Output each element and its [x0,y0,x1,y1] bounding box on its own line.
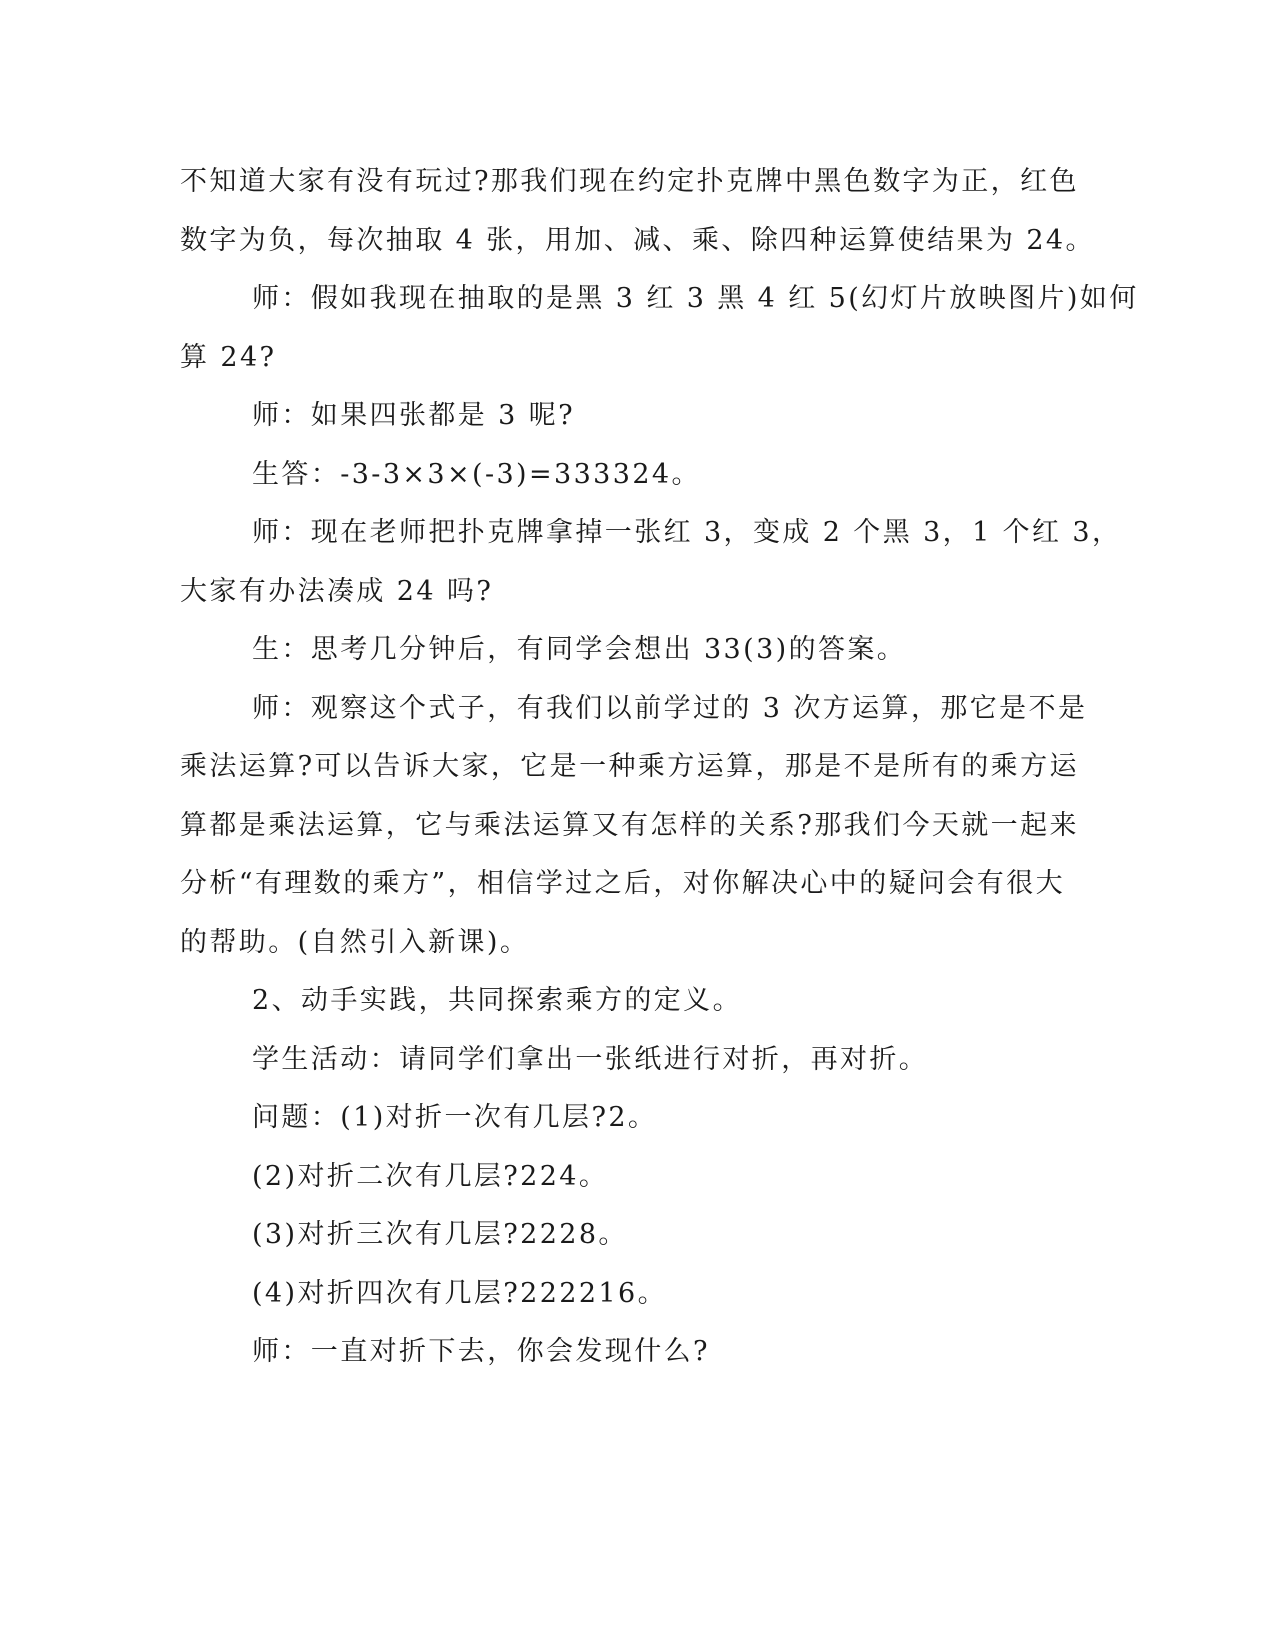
text-line: (4)对折四次有几层?222216。 [252,1278,667,1309]
text-line: (2)对折二次有几层?224。 [252,1161,609,1192]
text-line: 生：思考几分钟后，有同学会想出 33(3)的答案。 [252,634,907,665]
text-line: 算都是乘法运算，它与乘法运算又有怎样的关系?那我们今天就一起来 [180,810,1079,841]
text-line: 乘法运算?可以告诉大家，它是一种乘方运算，那是不是所有的乘方运 [180,751,1079,782]
text-line: 学生活动：请同学们拿出一张纸进行对折，再对折。 [252,1044,929,1075]
text-line: 2、动手实践，共同探索乘方的定义。 [252,985,742,1016]
text-line: 大家有办法凑成 24 吗? [180,576,494,607]
text-line: (3)对折三次有几层?2228。 [252,1219,628,1250]
text-line: 师：如果四张都是 3 呢? [252,400,576,431]
text-line: 算 24? [180,342,277,373]
text-line: 不知道大家有没有玩过?那我们现在约定扑克牌中黑色数字为正，红色 [180,166,1079,197]
text-line: 师：一直对折下去，你会发现什么? [252,1336,710,1367]
text-line: 师：现在老师把扑克牌拿掉一张红 3，变成 2 个黑 3，1 个红 3， [252,517,1122,548]
text-line: 的帮助。(自然引入新课)。 [180,927,530,958]
text-line: 数字为负，每次抽取 4 张，用加、减、乘、除四种运算使结果为 24。 [180,225,1095,256]
text-line: 生答：-3-3×3×(-3)=333324。 [252,459,701,490]
text-line: 师：观察这个式子，有我们以前学过的 3 次方运算，那它是不是 [252,693,1088,724]
text-line: 分析“有理数的乘方”，相信学过之后，对你解决心中的疑问会有很大 [180,868,1066,899]
text-line: 问题：(1)对折一次有几层?2。 [252,1102,658,1133]
text-line: 师：假如我现在抽取的是黑 3 红 3 黑 4 红 5(幻灯片放映图片)如何 [252,283,1139,314]
